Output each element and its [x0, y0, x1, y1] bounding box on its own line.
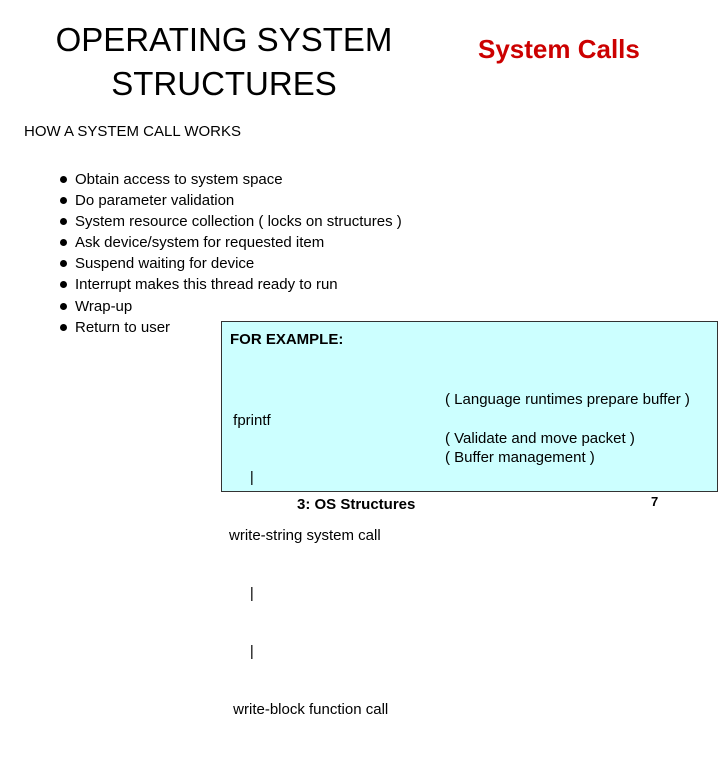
bullet-dot-icon — [60, 281, 67, 288]
bullet-text: Return to user — [75, 318, 171, 336]
code-line: | — [229, 643, 254, 661]
code-line: write-block function call — [229, 701, 389, 719]
bullet-dot-icon — [60, 239, 67, 246]
bullet-text: Obtain access to system space — [75, 171, 283, 188]
bullet-item — [60, 296, 402, 317]
bullet-dot-icon — [60, 197, 67, 204]
bullet-dot-icon — [60, 176, 67, 183]
page-number: 7 — [651, 494, 659, 509]
section-heading: HOW A SYSTEM CALL WORKS — [24, 123, 241, 140]
bullet-text: Interrupt makes this thread ready to run — [75, 276, 338, 294]
bullet-text: Wrap-up — [75, 297, 133, 315]
code-lines — [229, 372, 388, 758]
code-line: | — [229, 469, 254, 487]
code-comment: ( Language runtimes prepare buffer ) — [445, 391, 690, 408]
bullet-text: System resource collection ( locks on structures ) — [75, 213, 402, 231]
bullet-text: Do parameter validation — [75, 192, 235, 210]
slide-title — [14, 18, 434, 106]
bullet-dot-icon — [60, 324, 67, 331]
bullet-item — [60, 274, 402, 295]
slide-title-line-2: STRUCTURES — [111, 65, 337, 102]
code-line: | — [229, 585, 254, 603]
example-heading: FOR EXAMPLE: — [230, 331, 344, 348]
bullet-list — [60, 169, 402, 338]
code-comment: ( Buffer management ) — [445, 449, 595, 466]
bullet-dot-icon — [60, 303, 67, 310]
bullet-item — [60, 211, 402, 232]
footer-text: 3: OS Structures — [297, 496, 416, 513]
bullet-item — [60, 232, 402, 253]
bullet-text: Ask device/system for requested item — [75, 234, 325, 252]
code-line: write-string system call — [229, 527, 381, 545]
bullet-item — [60, 253, 402, 274]
slide-title-line-1: OPERATING SYSTEM — [55, 21, 393, 58]
bullet-item — [60, 169, 402, 190]
bullet-text: Suspend waiting for device — [75, 255, 255, 273]
code-line: fprintf — [229, 411, 271, 429]
code-comment: ( Validate and move packet ) — [445, 430, 635, 447]
bullet-dot-icon — [60, 218, 67, 225]
slide-subtitle: System Calls — [478, 34, 640, 64]
bullet-item — [60, 190, 402, 211]
bullet-dot-icon — [60, 260, 67, 267]
